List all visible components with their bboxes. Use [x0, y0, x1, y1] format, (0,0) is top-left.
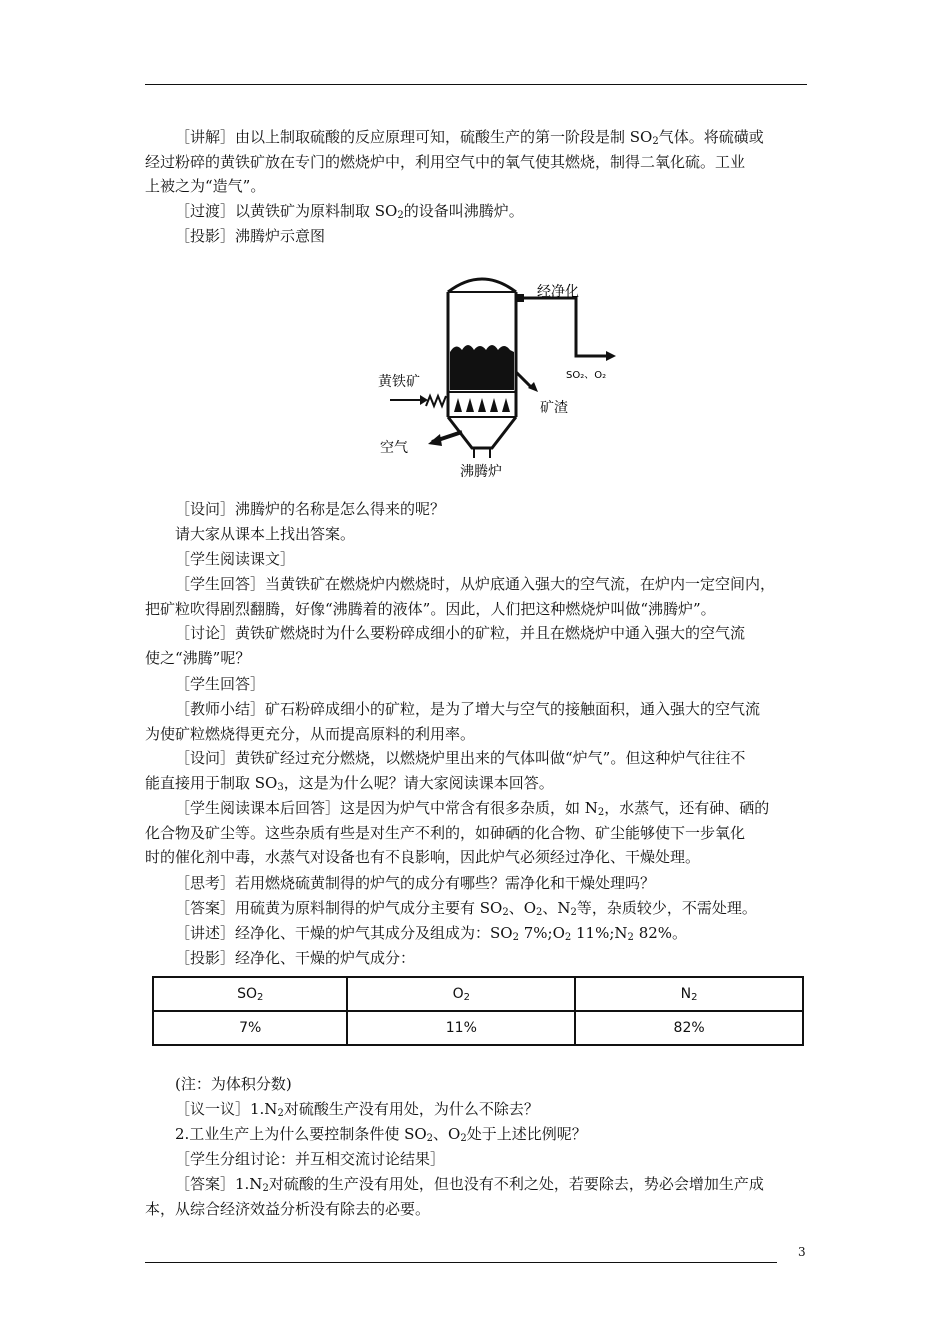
paragraph-question-1: ［设问］沸腾炉的名称是怎么得来的呢？: [175, 500, 446, 518]
value-n2: 82%: [575, 1011, 803, 1045]
paragraph-discussion: ［讨论］黄铁矿燃烧时为什么要粉碎成细小的矿粒，并且在燃烧炉中通入强大的空气流 使之“沸腾”呢？: [145, 624, 746, 667]
paragraph-discuss-1: ［议一议$]1.N_2$对硫酸生产没有用处，为什么不除去？: [175, 1100, 539, 1119]
label-purify: 经净化: [537, 284, 579, 300]
paragraph-student-answer-2: ［学生回答］: [175, 675, 266, 693]
header-n2: $N_2$: [575, 977, 803, 1011]
gas-arrow-icon: [606, 351, 616, 361]
furnace-dome: [448, 279, 516, 292]
label-pyrite: 黄铁矿: [378, 374, 420, 390]
header-rule: [145, 84, 807, 85]
paragraph-group-discussion: ［学生分组讨论：并互相交流讨论结果］: [175, 1150, 446, 1168]
table-row: [153, 1011, 803, 1045]
paragraph-lecture-1: ［讲解］由以上制取硫酸的反应原理可知，硫酸生产的第一阶段是制 $SO_2$气体。将硫磺或 经过粉碎的黄铁矿放在专门的燃烧炉中，利用空气中的氧气使其燃烧，制得二氧化硫。工业 上被之为“造气”。: [145, 128, 764, 195]
paragraph-think: ［思考］若用燃烧硫黄制得的炉气的成分有哪些？需净化和干燥处理吗？: [175, 874, 656, 892]
label-gas-out: SO₂、O₂: [566, 370, 607, 381]
footer-rule: [145, 1262, 777, 1263]
page-number: 3: [798, 1245, 806, 1259]
paragraph-projection-diagram: ［投影］沸腾炉示意图: [175, 227, 326, 245]
paragraph-transition: ［过渡］以黄铁矿为原料制取 $SO_2$的设备叫沸腾炉。: [175, 202, 524, 221]
paragraph-student-answer-1: ［学生回答］当黄铁矿在燃烧炉内燃烧时，从炉底通入强大的空气流，在炉内一定空间内， 把矿粒吹得剧烈翻腾，好像“沸腾着的液体”。因此，人们把这种燃烧炉叫做“沸腾炉”。: [145, 575, 776, 618]
screw-feeder: [426, 396, 446, 406]
boiling-bed: [450, 345, 514, 390]
air-arrow-icon: [428, 434, 442, 446]
gas-composition-table: [152, 976, 804, 1046]
label-furnace: 沸腾炉: [460, 464, 502, 480]
slag-outlet: [516, 372, 532, 388]
value-o2: 11%: [347, 1011, 575, 1045]
paragraph-answer-1: ［答案］用硫黄为原料制得的炉气成分主要有 $SO_2$、$O_2$、$N_2$等，杂质较少，不需处理。: [175, 899, 757, 918]
paragraph-note: (注：为体积分数): [175, 1075, 292, 1093]
gas-outlet-flange: [516, 294, 524, 302]
paragraph-student-answer-3: ［学生阅读课本后回答］这是因为炉气中常含有很多杂质，如 $N_2$，水蒸气，还有砷、硒的 化合物及矿尘等。这些杂质有些是对生产不利的，如砷硒的化合物、矿尘能够使下一步氧化 时的催化剂中毒，水蒸气对设备也有不良影响，因此炉气必须经过净化、干燥处理。: [145, 799, 770, 866]
paragraph-student-read: ［学生阅读课文］: [175, 550, 296, 568]
label-air: 空气: [380, 440, 408, 456]
header-o2: $O_2$: [347, 977, 575, 1011]
gas-outlet-pipe: [524, 298, 608, 356]
paragraph-find-answer: 请大家从课本上找出答案。: [175, 525, 356, 543]
value-so2: 7%: [153, 1011, 347, 1045]
paragraph-narration: ［讲述］经净化、干燥的炉气其成分及组成为：$SO_2$ $7\%;O_2$ $11\%;N_2$ 82%。: [175, 924, 688, 943]
label-slag: 矿渣: [540, 400, 568, 416]
paragraph-question-2: ［设问］黄铁矿经过充分燃烧，以燃烧炉里出来的气体叫做“炉气”。但这种炉气往往不 能直接用于制取 $SO_3$，这是为什么呢？请大家阅读课本回答。: [145, 749, 746, 793]
header-so2: $SO_2$: [153, 977, 347, 1011]
paragraph-answer-2: ［答案$]1.N_2$对硫酸的生产没有用处，但也没有不利之处，若要除去，势必会增加生产成 本，从综合经济效益分析没有除去的必要。: [145, 1175, 764, 1218]
paragraph-discuss-2: 2.工业生产上为什么要控制条件使 $SO_2$、$O_2$处于上述比例呢？: [175, 1125, 587, 1144]
paragraph-projection-table: ［投影］经净化、干燥的炉气成分：: [175, 949, 416, 967]
table-header-row: [153, 977, 803, 1011]
boiling-furnace-diagram: [370, 262, 630, 484]
paragraph-teacher-summary: ［教师小结］矿石粉碎成细小的矿粒，是为了增大与空气的接触面积，通入强大的空气流 为使矿粒燃烧得更充分，从而提高原料的利用率。: [145, 700, 761, 743]
air-nozzles: [454, 398, 510, 412]
